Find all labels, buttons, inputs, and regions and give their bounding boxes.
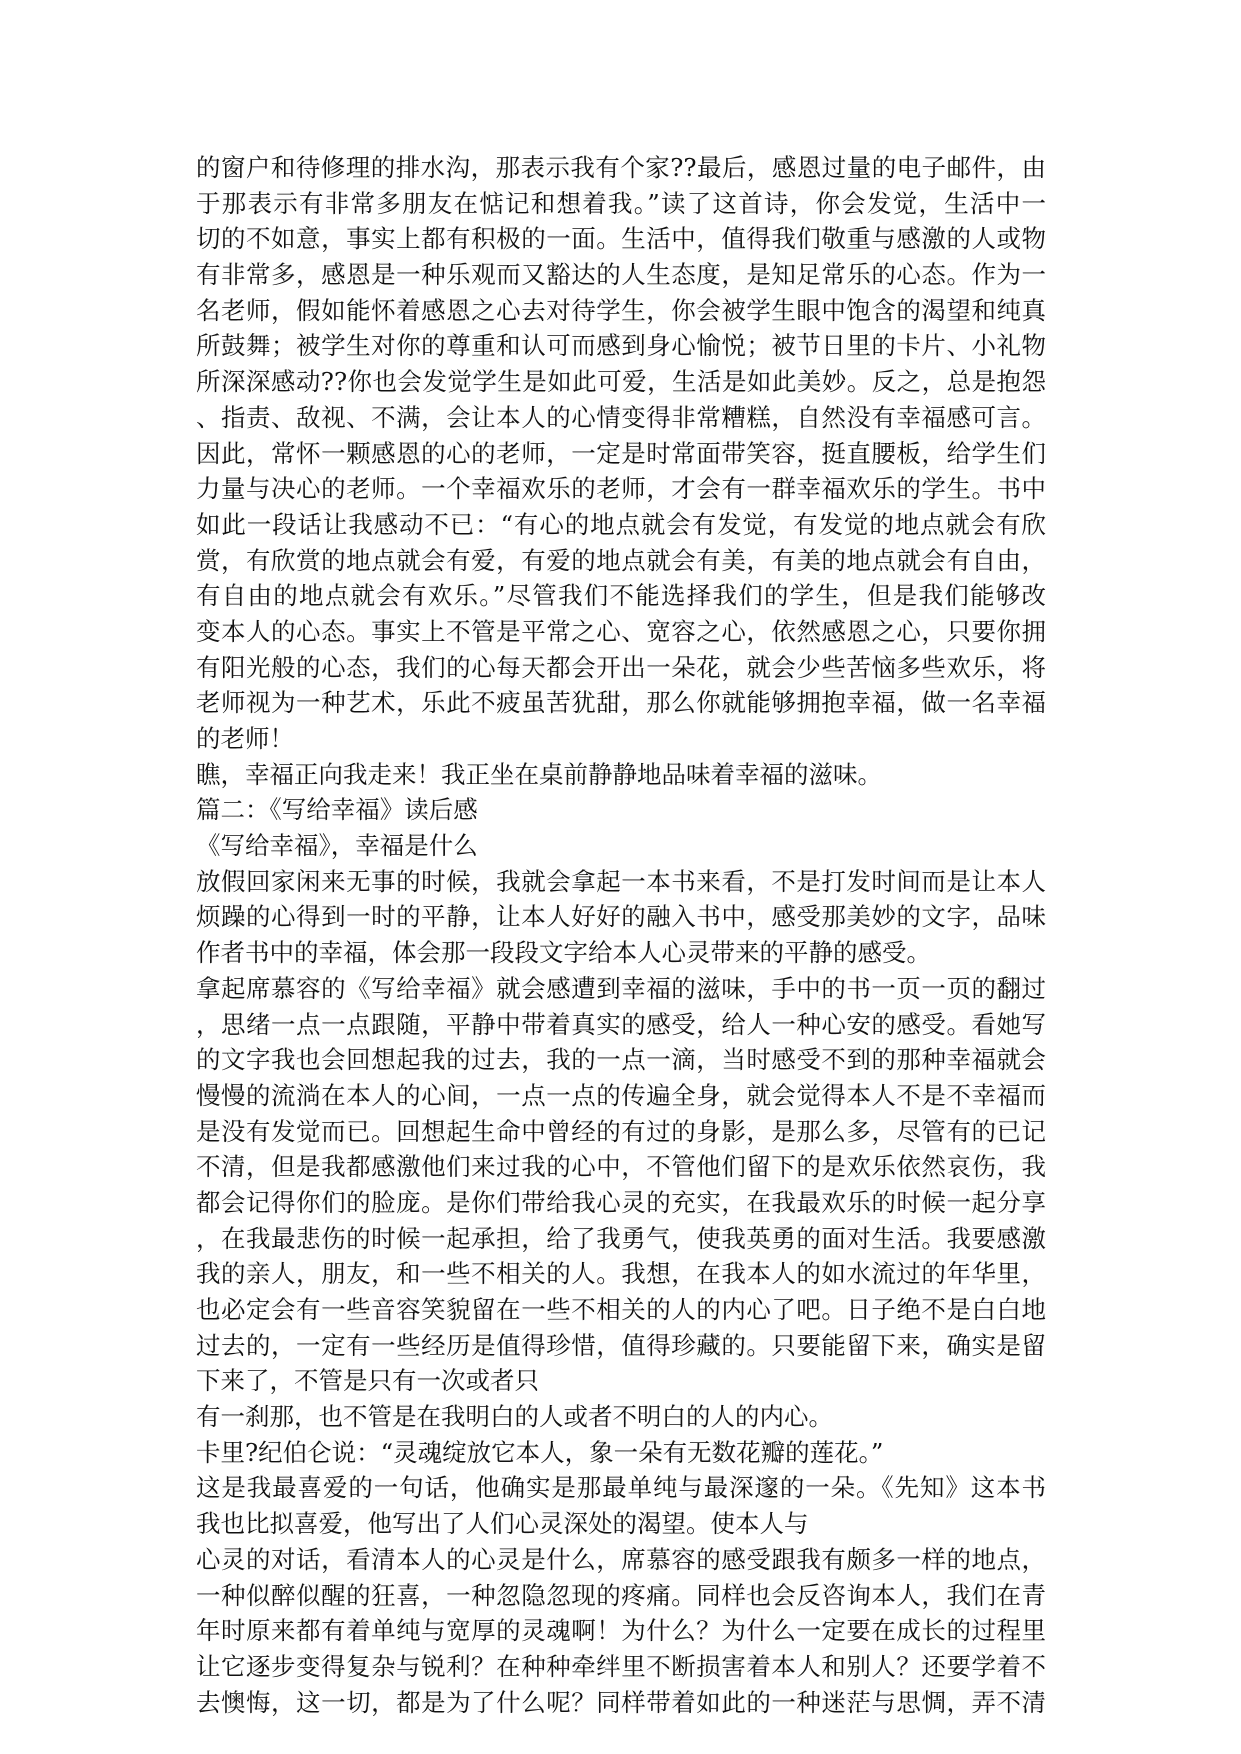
text-line: 的窗户和待修理的排水沟，那表示我有个家??最后，感恩过量的电子邮件，由 <box>196 153 1046 182</box>
text-line: 名老师，假如能怀着感恩之心去对待学生，你会被学生眼中饱含的渴望和纯真 <box>196 295 1046 325</box>
section-subtitle: 《写给幸福》，幸福是什么 <box>196 831 478 861</box>
document-page <box>196 150 1046 1720</box>
text-line: 拿起席慕容的《写给幸福》就会感遭到幸福的滋味，手中的书一页一页的翻过 <box>196 973 1046 1003</box>
text-line: 瞧，幸福正向我走来！我正坐在桌前静静地品味着幸福的滋味。 <box>196 759 882 789</box>
text-line: 心灵的对话，看清本人的心灵是什么，席慕容的感受跟我有颇多一样的地点， <box>196 1544 1046 1574</box>
text-line: ，思绪一点一点跟随，平静中带着真实的感受，给人一种心安的感受。看她写 <box>196 1009 1046 1039</box>
text-line: 慢慢的流淌在本人的心间，一点一点的传遍全身，就会觉得本人不是不幸福而 <box>196 1080 1046 1110</box>
text-line: 有自由的地点就会有欢乐。”尽管我们不能选择我们的学生，但是我们能够改 <box>196 581 1046 611</box>
text-line: 有非常多，感恩是一种乐观而又豁达的人生态度，是知足常乐的心态。作为一 <box>196 260 1046 290</box>
text-line: 我的亲人，朋友，和一些不相关的人。我想，在我本人的如水流过的年华里， <box>196 1259 1046 1289</box>
text-line: 下来了，不管是只有一次或者只 <box>196 1366 539 1396</box>
text-line: 赏，有欣赏的地点就会有爱，有爱的地点就会有美，有美的地点就会有自由， <box>196 545 1046 575</box>
text-line: 也必定会有一些音容笑貌留在一些不相关的人的内心了吧。日子绝不是白白地 <box>196 1295 1046 1324</box>
text-line: 我也比拟喜爱，他写出了人们心灵深处的渴望。使本人与 <box>196 1509 809 1539</box>
text-line: 作者书中的幸福，体会那一段段文字给本人心灵带来的平静的感受。 <box>196 938 931 968</box>
text-line: 于那表示有非常多朋友在惦记和想着我。”读了这首诗，你会发觉，生活中一 <box>196 188 1046 218</box>
text-line: 过去的，一定有一些经历是值得珍惜，值得珍藏的。只要能留下来，确实是留 <box>196 1330 1046 1360</box>
text-line: 因此，常怀一颗感恩的心的老师，一定是时常面带笑容，挺直腰板，给学生们 <box>196 438 1046 468</box>
text-line: 变本人的心态。事实上不管是平常之心、宽容之心，依然感恩之心，只要你拥 <box>196 616 1046 646</box>
text-line: 都会记得你们的脸庞。是你们带给我心灵的充实，在我最欢乐的时候一起分享 <box>196 1187 1046 1217</box>
section-heading: 篇二：《写给幸福》读后感 <box>196 795 478 825</box>
text-line: 如此一段话让我感动不已：“有心的地点就会有发觉，有发觉的地点就会有欣 <box>196 509 1046 539</box>
text-line: 有一刹那，也不管是在我明白的人或者不明白的人的内心。 <box>196 1402 833 1432</box>
text-line: 一种似醉似醒的狂喜，一种忽隐忽现的疼痛。同样也会反咨询本人，我们在青 <box>196 1580 1046 1610</box>
text-line: 去懊悔，这一切，都是为了什么呢？同样带着如此的一种迷茫与思惆，弄不清 <box>196 1687 1046 1717</box>
text-line: 所深深感动??你也会发觉学生是如此可爱，生活是如此美妙。反之，总是抱怨 <box>196 367 1046 397</box>
text-line: 所鼓舞；被学生对你的尊重和认可而感到身心愉悦；被节日里的卡片、小礼物 <box>196 331 1046 361</box>
text-line: 这是我最喜爱的一句话，他确实是那最单纯与最深邃的一朵。《先知》这本书 <box>196 1473 1046 1503</box>
text-line: 让它逐步变得复杂与锐利？在种种牵绊里不断损害着本人和别人？还要学着不 <box>196 1651 1046 1681</box>
text-line: 卡里?纪伯仑说：“灵魂绽放它本人，象一朵有无数花瓣的莲花。” <box>196 1437 884 1467</box>
text-line: 、指责、敌视、不满，会让本人的心情变得非常糟糕，自然没有幸福感可言。 <box>196 402 1046 432</box>
text-line: 年时原来都有着单纯与宽厚的灵魂啊！为什么？为什么一定要在成长的过程里 <box>196 1616 1046 1646</box>
text-line: 是没有发觉而已。回想起生命中曾经的有过的身影，是那么多，尽管有的已记 <box>196 1116 1046 1146</box>
text-line: ，在我最悲伤的时候一起承担，给了我勇气，使我英勇的面对生活。我要感激 <box>196 1223 1046 1253</box>
text-line: 老师视为一种艺术，乐此不疲虽苦犹甜，那么你就能够拥抱幸福，做一名幸福 <box>196 688 1046 718</box>
text-line: 放假回家闲来无事的时候，我就会拿起一本书来看，不是打发时间而是让本人 <box>196 866 1046 896</box>
text-line: 的文字我也会回想起我的过去，我的一点一滴，当时感受不到的那种幸福就会 <box>196 1045 1046 1075</box>
text-line: 切的不如意，事实上都有积极的一面。生活中，值得我们敬重与感激的人或物 <box>196 224 1046 254</box>
text-line: 不清，但是我都感激他们来过我的心中，不管他们留下的是欢乐依然哀伤，我 <box>196 1152 1046 1182</box>
text-line: 烦躁的心得到一时的平静，让本人好好的融入书中，感受那美妙的文字，品味 <box>196 902 1046 932</box>
text-line: 有阳光般的心态，我们的心每天都会开出一朵花，就会少些苦恼多些欢乐，将 <box>196 652 1046 682</box>
text-line: 力量与决心的老师。一个幸福欢乐的老师，才会有一群幸福欢乐的学生。书中 <box>196 474 1046 504</box>
text-line: 的老师！ <box>196 724 294 753</box>
